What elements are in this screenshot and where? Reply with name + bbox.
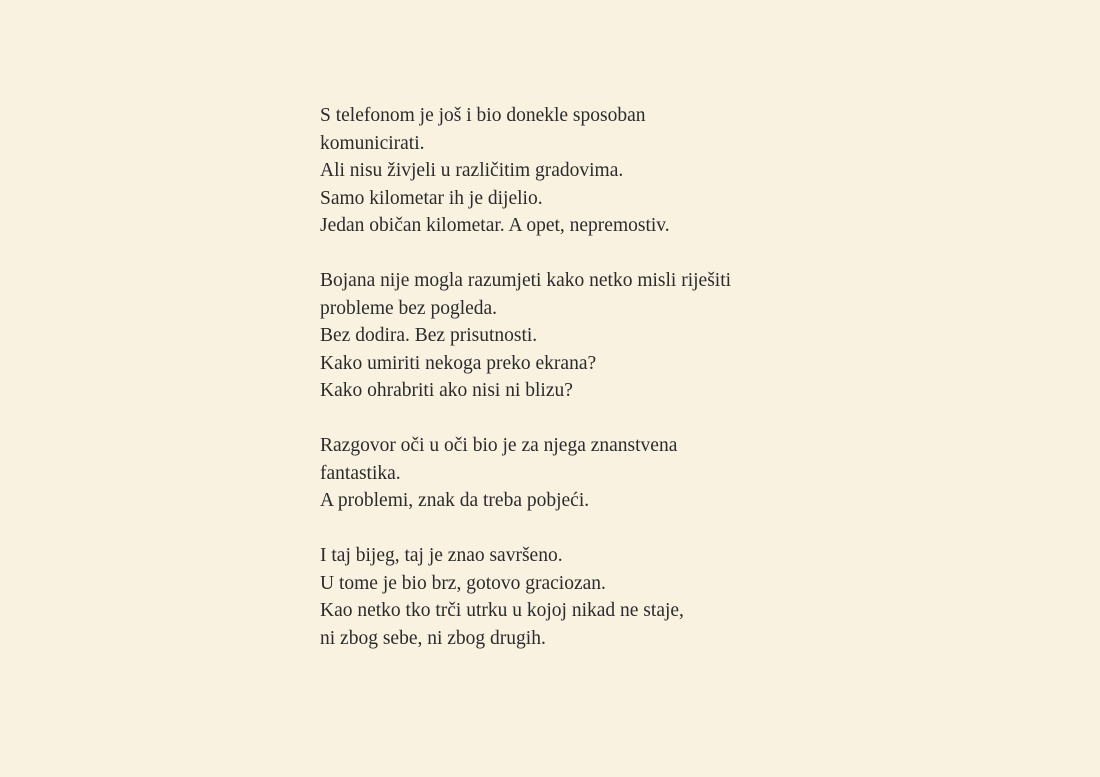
text-line: S telefonom je još i bio donekle sposoban: [320, 105, 646, 126]
text-block: [320, 102, 800, 652]
text-line: ni zbog sebe, ni zbog drugih.: [320, 627, 546, 649]
text-line: Bojana nije mogla razumjeti kako netko misli riješiti: [320, 270, 732, 291]
text-line: Razgovor oči u oči bio je za njega znanstvena: [320, 435, 678, 456]
text-line: probleme bez pogleda.: [320, 297, 498, 319]
text-line: Samo kilometar ih je dijelio.: [320, 187, 543, 209]
text-line: A problemi, znak da treba pobjeći.: [320, 490, 590, 511]
stanza-3: [320, 432, 800, 515]
text-line: fantastika.: [320, 462, 401, 484]
text-line: Kao netko tko trči utrku u kojoj nikad ne staje,: [320, 600, 684, 621]
text-line: Jedan običan kilometar. A opet, nepremostiv.: [320, 215, 670, 236]
stanza-1: [320, 102, 800, 240]
stanza-2: [320, 267, 800, 405]
text-line: Ali nisu živjeli u različitim gradovima.: [320, 160, 624, 181]
text-line: Kako umiriti nekoga preko ekrana?: [320, 352, 597, 374]
stanza-4: [320, 542, 800, 652]
text-line: Bez dodira. Bez prisutnosti.: [320, 325, 538, 346]
text-line: U tome je bio brz, gotovo graciozan.: [320, 572, 606, 594]
text-line: I taj bijeg, taj je znao savršeno.: [320, 545, 563, 566]
text-line: Kako ohrabriti ako nisi ni blizu?: [320, 380, 573, 401]
text-line: komunicirati.: [320, 132, 425, 154]
